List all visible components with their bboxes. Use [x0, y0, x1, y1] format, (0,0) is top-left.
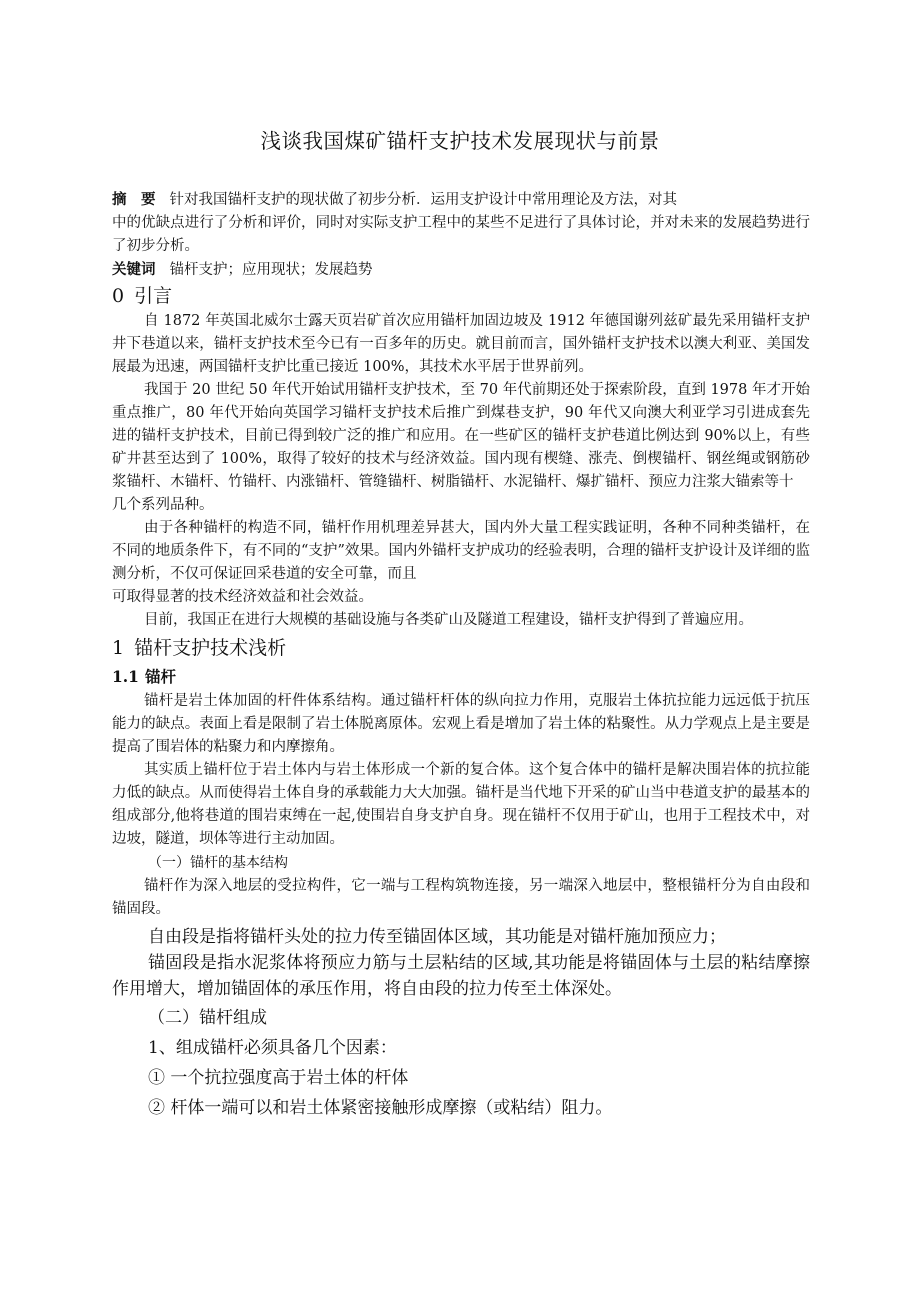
- keywords: [112, 258, 810, 282]
- section-number: 1: [112, 637, 125, 659]
- document-body: [112, 188, 810, 1122]
- list-item: 1、组成锚杆必须具备几个因素：: [148, 1038, 397, 1058]
- paragraph: 自 1872 年英国北威尔士露天页岩矿首次应用锚杆加固边坡及 1912 年德国谢列兹矿最先采用锚杆支护井下巷道以来，锚杆支护技术至今已有一百多年的历史。就目前而言，国外锚杆支护技术以澳大利亚、美国发展最为迅速，两国锚杆支护比重已接近 100%，其技术水平居于世界前列。: [112, 313, 810, 375]
- paragraph: 锚杆是岩土体加固的杆件体系结构。通过锚杆杆体的纵向拉力作用，克服岩土体抗拉能力远远低于抗压能力的缺点。表面上看是限制了岩土体脱离原体。宏观上看是增加了岩土体的粘聚性。从力学观点上是主要是提高了围岩体的粘聚力和内摩擦角。: [112, 693, 810, 755]
- paragraph-free-section: 自由段是指将锚杆头处的拉力传至锚固体区域，其功能是对锚杆施加预应力；: [148, 927, 726, 947]
- section-heading-1: [112, 634, 810, 662]
- abstract-rest: 中的优缺点进行了分析和评价，同时对实际支护工程中的某些不足进行了具体讨论，并对未来的发展趋势进行了初步分析。: [112, 215, 810, 254]
- subsection-title: 锚杆: [144, 667, 176, 686]
- abstract-label: 摘 要: [112, 191, 156, 208]
- paragraph-anchorage-section: 锚固段是指水泥浆体将预应力筋与土层粘结的区域,其功能是将锚固体与土层的粘结摩擦作用增大，增加锚固体的承压作用，将自由段的拉力传至土体深处。: [112, 953, 810, 999]
- keywords-label: 关键词: [112, 261, 156, 278]
- keywords-text: 锚杆支护；应用现状；发展趋势: [169, 262, 373, 278]
- paragraph: 其实质上锚杆位于岩土体内与岩土体形成一个新的复合体。这个复合体中的锚杆是解决围岩体的抗拉能力低的缺点。从而使得岩土体自身的承载能力大大加强。锚杆是当代地下开采的矿山当中巷道支护的最基本的组成部分,他将巷道的围岩束缚在一起,使围岩自身支护自身。现在锚杆不仅用于矿山，也用于工程技术中，对边坡，隧道，坝体等进行主动加固。: [112, 762, 810, 847]
- abstract-line1: 针对我国锚杆支护的现状做了初步分析．运用支护设计中常用理论及方法，对其: [169, 192, 677, 208]
- page-title: 浅谈我国煤矿锚杆支护技术发展现状与前景: [260, 129, 660, 153]
- paragraph: 我国于 20 世纪 50 年代开始试用锚杆支护技术，至 70 年代前期还处于探索阶段，直到 1978 年才开始重点推广，80 年代开始向英国学习锚杆支护技术后推广到煤巷支护，90 年代又向澳大利亚学习引进成套先进的锚杆支护技术，目前已得到较广泛的推广和应用。在一些矿区的锚杆支护巷道比例达到 90%以上，有些矿井甚至达到了 100%，取得了较好的技术与经济效益。国内现有楔缝、涨壳、倒楔锚杆、钢丝绳或钢筋砂浆锚杆、木锚杆、竹锚杆、内涨锚杆、管缝锚杆、树脂锚杆、水泥锚杆、爆扩锚杆、预应力注浆大锚索等十: [112, 382, 810, 490]
- paragraph: 目前，我国正在进行大规模的基础设施与各类矿山及隧道工程建设，锚杆支护得到了普遍应用。: [144, 612, 753, 628]
- section-number: 0: [112, 285, 125, 307]
- list-item: ② 杆体一端可以和岩土体紧密接触形成摩擦（或粘结）阻力。: [148, 1098, 613, 1118]
- section-heading-intro: [112, 282, 810, 310]
- paragraph: 由于各种锚杆的构造不同，锚杆作用机理差异甚大，国内外大量工程实践证明，各种不同种类锚杆，在不同的地质条件下，有不同的“支护”效果。国内外锚杆支护成功的经验表明，合理的锚杆支护设计及详细的监测分析，不仅可保证回采巷道的安全可靠，而且: [112, 520, 810, 582]
- subsection-number: 1.1: [112, 667, 139, 686]
- abstract: [112, 188, 810, 212]
- sub-heading-composition: （二）锚杆组成: [148, 1008, 267, 1028]
- sub-heading-basic-structure: （一）锚杆的基本结构: [148, 855, 288, 871]
- paragraph-continuation: 几个系列品种。: [112, 497, 214, 513]
- subsection-heading-1-1: [112, 664, 810, 690]
- paragraph: 锚杆作为深入地层的受拉构件，它一端与工程构筑物连接，另一端深入地层中，整根锚杆分为自由段和锚固段。: [112, 878, 810, 917]
- section-title: 锚杆支护技术浅析: [134, 637, 287, 659]
- paragraph-continuation: 可取得显著的技术经济效益和社会效益。: [112, 589, 373, 605]
- list-item: ① 一个抗拉强度高于岩土体的杆体: [148, 1068, 409, 1088]
- section-title: 引言: [134, 285, 173, 307]
